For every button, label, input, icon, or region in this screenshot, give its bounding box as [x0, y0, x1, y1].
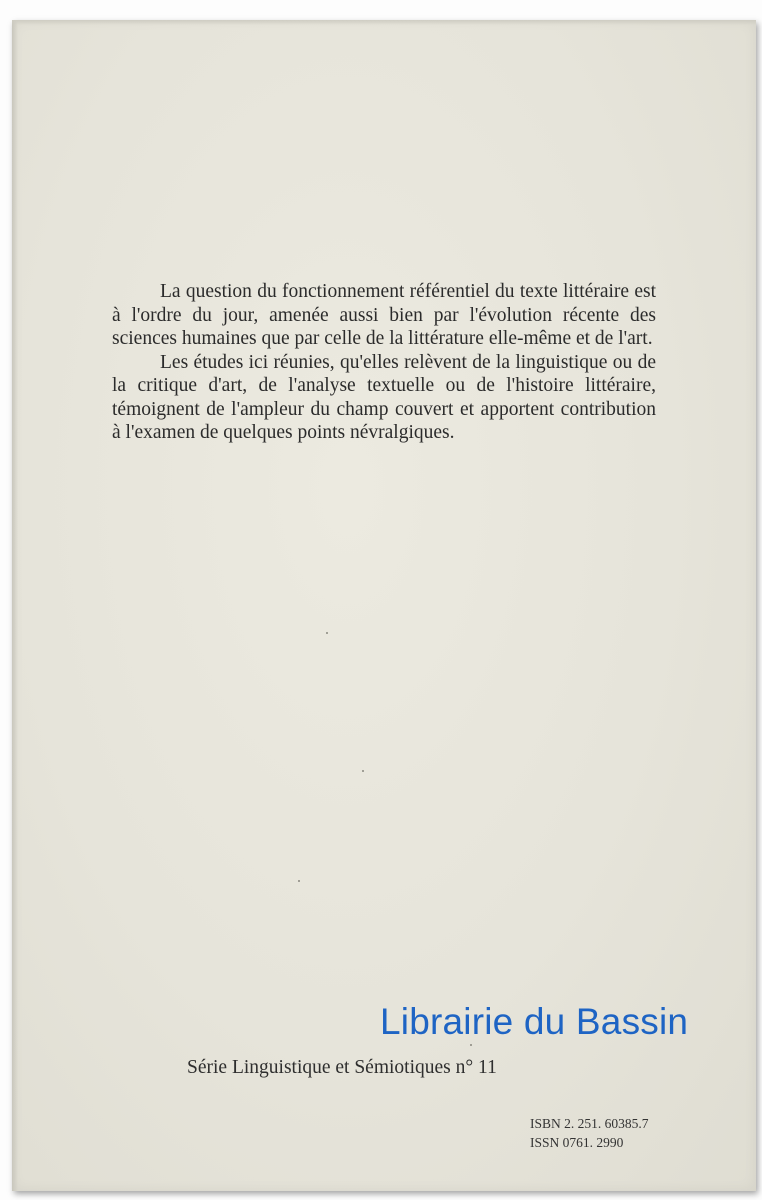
back-cover-blurb — [112, 280, 656, 445]
blurb-paragraph-2: Les études ici réunies, qu'elles relèvent de la linguistique ou de la critique d'art, de l'analyse textuelle ou de l'histoire littéraire, témoignent de l'ampleur du champ couvert et apportent contribution à l'examen de quelques points névralgiques. — [112, 351, 656, 443]
paper-speck — [326, 632, 328, 634]
paper-speck — [470, 1044, 472, 1046]
cover-left-edge-shadow — [12, 20, 18, 1191]
issn-code: ISSN 0761. 2990 — [530, 1135, 624, 1150]
paper-speck — [298, 880, 300, 882]
blurb-paragraph-1: La question du fonctionnement référentiel du texte littéraire est à l'ordre du jour, amenée aussi bien par l'évolution récente des sciences humaines que par celle de la littérature elle-même et de l'art. — [112, 281, 656, 349]
series-line: Série Linguistique et Sémiotiques n° 11 — [187, 1057, 497, 1078]
isbn-code: ISBN 2. 251. 60385.7 — [530, 1116, 649, 1131]
cover-top-edge-shadow — [12, 20, 756, 25]
publication-codes — [530, 1114, 649, 1152]
paper-speck — [362, 770, 364, 772]
bookshop-watermark: Librairie du Bassin — [380, 1001, 689, 1042]
